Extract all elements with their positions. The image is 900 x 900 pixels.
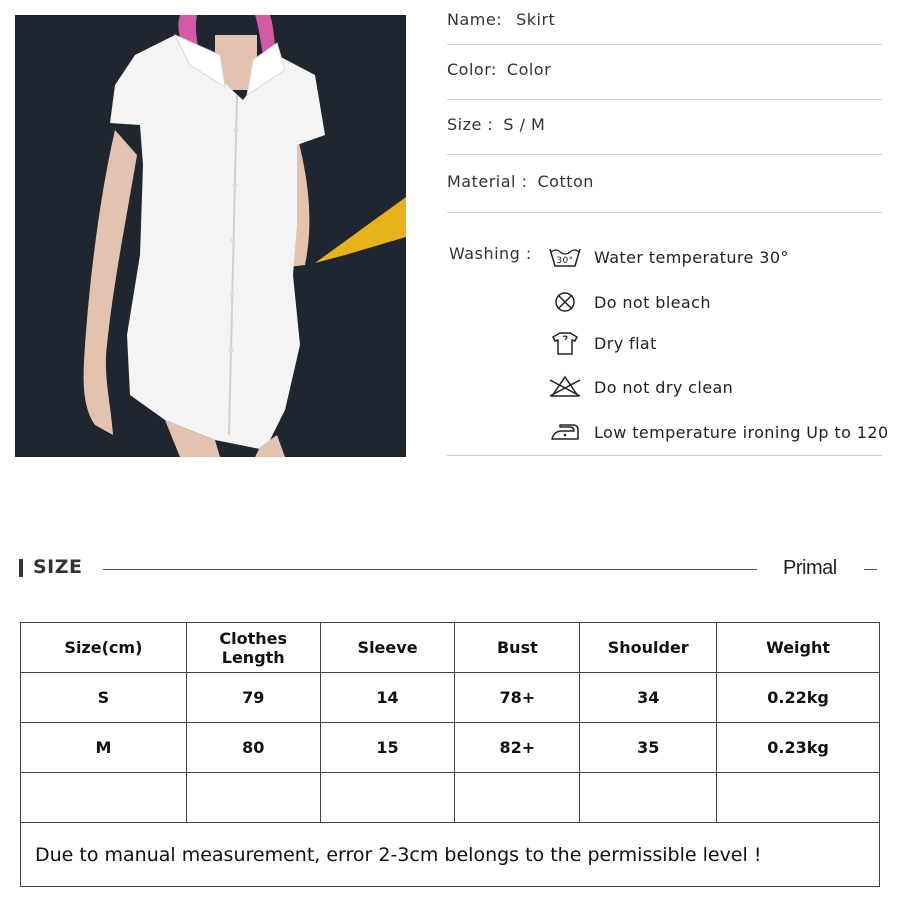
table-row [21, 723, 880, 773]
wash-item-text: Dry flat [594, 333, 657, 353]
attr-name-value: Skirt [516, 10, 556, 29]
divider [447, 455, 882, 456]
attr-material-row [447, 172, 882, 213]
divider [864, 569, 877, 570]
table-header: Clothes Length [186, 623, 320, 673]
table-cell: S [21, 673, 187, 723]
attr-size-label: Size : [447, 115, 494, 134]
divider [103, 569, 757, 570]
section-marker [19, 559, 23, 577]
table-header: Shoulder [580, 623, 717, 673]
washing-label: Washing : [449, 244, 532, 263]
wash-item-text: Low temperature ironing Up to 120 [594, 422, 889, 442]
table-cell: 0.23kg [717, 723, 880, 773]
wash-item [548, 374, 733, 400]
table-header: Weight [717, 623, 880, 673]
attr-size-value: S / M [503, 115, 546, 134]
table-cell [186, 773, 320, 823]
wash-30-icon [548, 244, 582, 270]
attr-material-value: Cotton [537, 172, 594, 191]
no-bleach-icon [548, 289, 582, 315]
table-cell: 14 [320, 673, 455, 723]
brand-logo: Primal [783, 557, 837, 579]
table-cell: 79 [186, 673, 320, 723]
table-cell [320, 773, 455, 823]
table-cell: 34 [580, 673, 717, 723]
wash-item-text: Do not dry clean [594, 377, 734, 397]
no-dry-clean-icon [548, 374, 582, 400]
table-cell [580, 773, 717, 823]
table-cell: 0.22kg [717, 673, 880, 723]
size-section-title: SIZE [33, 556, 83, 578]
low-iron-icon [548, 419, 582, 445]
wash-item [548, 289, 711, 315]
table-header: Size(cm) [21, 623, 187, 673]
wash-item [548, 244, 789, 270]
attr-name-row [447, 10, 882, 45]
svg-text:30°: 30° [556, 256, 574, 266]
wash-item [548, 330, 657, 356]
table-cell: 15 [320, 723, 455, 773]
product-photo [15, 15, 406, 457]
table-cell: 80 [186, 723, 320, 773]
table-row-empty [21, 773, 880, 823]
table-header-row [21, 623, 880, 673]
dry-flat-icon [548, 330, 582, 356]
table-cell [21, 773, 187, 823]
attr-color-label: Color: [447, 60, 497, 79]
table-cell: 35 [580, 723, 717, 773]
table-cell: 78+ [455, 673, 580, 723]
measurement-note: Due to manual measurement, error 2-3cm belongs to the permissible level ! [21, 823, 880, 887]
table-header: Sleeve [320, 623, 455, 673]
size-table [20, 622, 880, 887]
wash-item [548, 419, 889, 445]
attr-size-row [447, 115, 882, 155]
wash-item-text: Do not bleach [594, 292, 711, 312]
attr-material-label: Material : [447, 172, 528, 191]
table-header: Bust [455, 623, 580, 673]
attr-name-label: Name: [447, 10, 503, 29]
attr-color-value: Color [506, 60, 552, 79]
table-cell: 82+ [455, 723, 580, 773]
table-cell: M [21, 723, 187, 773]
table-row [21, 673, 880, 723]
table-cell [717, 773, 880, 823]
table-cell [455, 773, 580, 823]
wash-item-text: Water temperature 30° [594, 247, 789, 267]
table-note-row [21, 823, 880, 887]
attr-color-row [447, 60, 882, 100]
